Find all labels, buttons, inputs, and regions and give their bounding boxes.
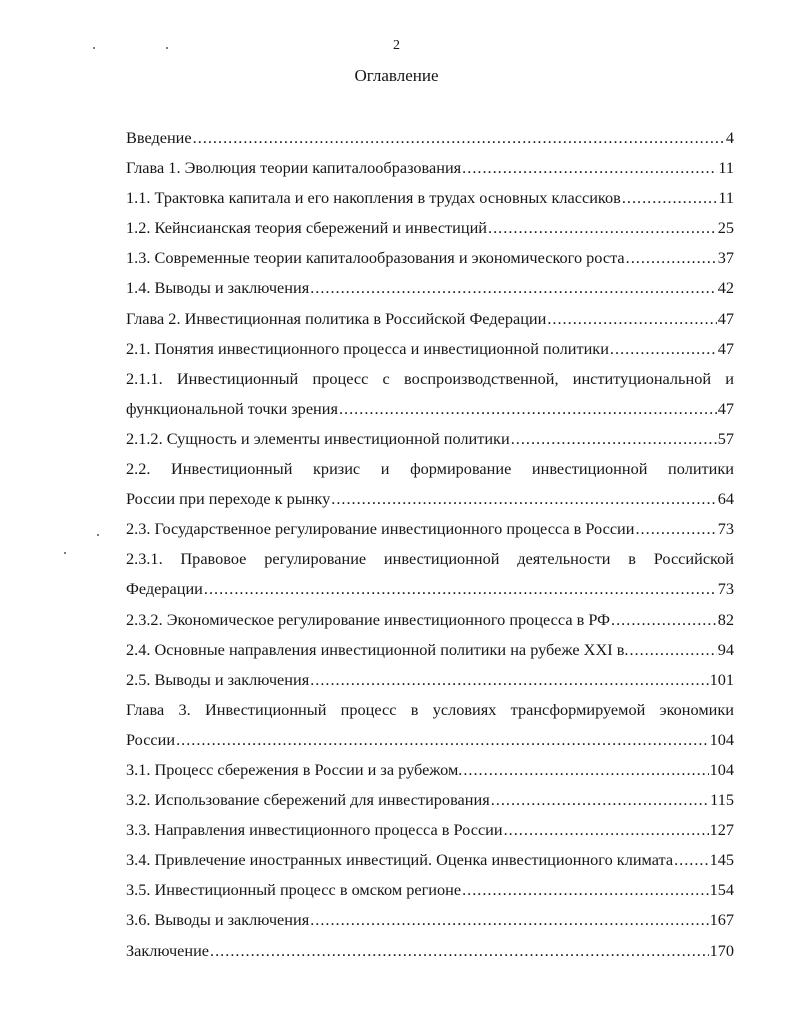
toc-entry-1-1[interactable] [126,183,734,213]
toc-entry-3-4[interactable] [126,845,734,875]
toc-entry-2-1[interactable] [126,334,734,364]
toc-entry-2-5[interactable] [126,665,734,695]
toc-entry-page: 47 [717,338,734,358]
dot-leader [674,845,709,875]
dot-leader [310,665,708,695]
toc-entry-title: Глава 2. Инвестиционная политика в Российской Федерации [126,308,547,328]
toc-entry-page: 101 [709,669,734,689]
toc-entry-page: 145 [709,850,734,870]
toc-entry-page: 104 [709,759,734,779]
toc-entry-title: 3.3. Направления инвестиционного процесса в России [126,820,503,840]
toc-entry-chapter-3-line1[interactable] [126,695,734,725]
dot-leader [610,334,717,364]
toc-entry-3-1[interactable] [126,755,734,785]
page-title: Оглавление [354,66,439,85]
toc-entry-introduction[interactable] [126,123,734,153]
toc-entry-2-4[interactable] [126,635,734,665]
toc-entry-page: 170 [709,940,734,960]
toc-entry-title: Федерации [126,579,203,599]
toc-entry-page: 11 [718,158,734,178]
toc-entry-3-3[interactable] [126,815,734,845]
toc-entry-title: 1.1. Трактовка капитала и его накопления в трудах основных классиков [126,188,621,208]
toc-entry-title: Глава 1. Эволюция теории капиталообразования [126,158,462,178]
dot-leader [629,635,716,665]
dot-leader [511,424,717,454]
dot-leader [504,815,709,845]
toc-entry-2-3[interactable] [126,514,734,544]
toc-entry-title: 2.3. Государственное регулирование инвестиционного процесса в России [126,519,635,539]
dot-leader [626,243,717,273]
table-of-contents [126,123,734,966]
toc-entry-page: 115 [710,790,734,810]
toc-entry-3-2[interactable] [126,785,734,815]
toc-entry-title: 3.4. Привлечение иностранных инвестиций. Оценка инвестиционного климата [126,850,674,870]
dot-leader [462,153,717,183]
toc-entry-page: 57 [717,428,734,448]
toc-entry-title: 3.5. Инвестиционный процесс в омском регионе [126,880,462,900]
toc-entry-title: 3.2. Использование сбережений для инвестирования [126,790,490,810]
toc-entry-page: 154 [709,880,734,900]
dot-leader [611,605,717,635]
dot-leader [462,875,709,905]
page-number: 2 [393,38,400,53]
toc-entry-page: 104 [709,729,734,749]
toc-entry-page: 127 [709,820,734,840]
toc-entry-2-1-2[interactable] [126,424,734,454]
toc-entry-page: 25 [717,218,734,238]
toc-entry-chapter-3-line2[interactable] [126,725,734,755]
dot-leader [204,574,717,604]
toc-entry-2-2-line2[interactable] [126,484,734,514]
dot-leader [491,785,709,815]
toc-entry-title: 2.1. Понятия инвестиционного процесса и инвестиционной политики [126,338,609,358]
toc-entry-chapter-1[interactable] [126,153,734,183]
toc-entry-title: Глава 3. Инвестиционный процесс в условиях трансформируемой экономики [126,699,734,719]
toc-entry-title: 3.6. Выводы и заключения [126,910,310,930]
toc-entry-title: 1.3. Современные теории капиталообразования и экономического роста [126,248,625,268]
toc-entry-title: 2.4. Основные направления инвестиционной политики на рубеже XXI в. [126,639,629,659]
toc-entry-title: функциональной точки зрения [126,398,338,418]
toc-entry-title: России [126,729,176,749]
toc-entry-page: 82 [717,609,734,629]
dot-leader [210,936,709,966]
toc-entry-2-3-2[interactable] [126,605,734,635]
toc-entry-title: Введение [126,128,192,147]
toc-entry-title: Заключение [126,940,210,960]
toc-entry-2-2-line1[interactable] [126,454,734,484]
toc-entry-page: 47 [717,398,734,418]
toc-entry-title: 2.1.2. Сущность и элементы инвестиционной политики [126,428,510,448]
toc-entry-title: России при переходе к рынку [126,489,331,509]
scan-speck [64,552,66,554]
dot-leader [176,725,709,755]
toc-entry-1-4[interactable] [126,273,734,303]
toc-entry-title: 2.5. Выводы и заключения [126,669,310,689]
toc-entry-2-3-1-line1[interactable] [126,544,734,574]
toc-entry-page: 73 [717,579,734,599]
toc-entry-2-3-1-line2[interactable] [126,574,734,604]
dot-leader [193,123,725,153]
dot-leader [635,514,716,544]
toc-entry-chapter-2[interactable] [126,304,734,334]
toc-entry-page: 11 [718,188,734,208]
dot-leader [547,304,716,334]
dot-leader [463,755,708,785]
toc-entry-title: 2.1.1. Инвестиционный процесс с воспроизводственной, институциональной и [126,368,734,388]
toc-entry-page: 73 [717,519,734,539]
toc-entry-title: 2.2. Инвестиционный кризис и формирование инвестиционной политики [126,459,734,479]
toc-entry-1-3[interactable] [126,243,734,273]
toc-entry-page: 47 [717,308,734,328]
toc-entry-page: 37 [717,248,734,268]
toc-entry-2-1-1-line2[interactable] [126,394,734,424]
toc-entry-title: 3.1. Процесс сбережения в России и за рубежом. [126,759,463,779]
toc-entry-title: 1.2. Кейнсианская теория сбережений и инвестиций [126,218,488,238]
toc-entry-3-6[interactable] [126,905,734,935]
toc-entry-conclusion[interactable] [126,936,734,966]
toc-entry-page: 94 [717,639,734,659]
dot-leader [339,394,717,424]
toc-entry-3-5[interactable] [126,875,734,905]
dot-leader [310,273,717,303]
toc-entry-2-1-1-line1[interactable] [126,364,734,394]
toc-entry-page: 167 [709,910,734,930]
toc-entry-1-2[interactable] [126,213,734,243]
toc-entry-title: 1.4. Выводы и заключения [126,278,310,298]
dot-leader [310,905,708,935]
toc-entry-title: 2.3.1. Правовое регулирование инвестиционной деятельности в Российской [126,549,734,569]
dot-leader [622,183,717,213]
toc-entry-page: 42 [717,278,734,298]
dot-leader [331,484,716,514]
toc-entry-page: 4 [725,128,734,147]
scan-speck [97,534,99,536]
dot-leader [488,213,717,243]
toc-entry-title: 2.3.2. Экономическое регулирование инвестиционного процесса в РФ [126,609,611,629]
toc-entry-page: 64 [717,489,734,509]
